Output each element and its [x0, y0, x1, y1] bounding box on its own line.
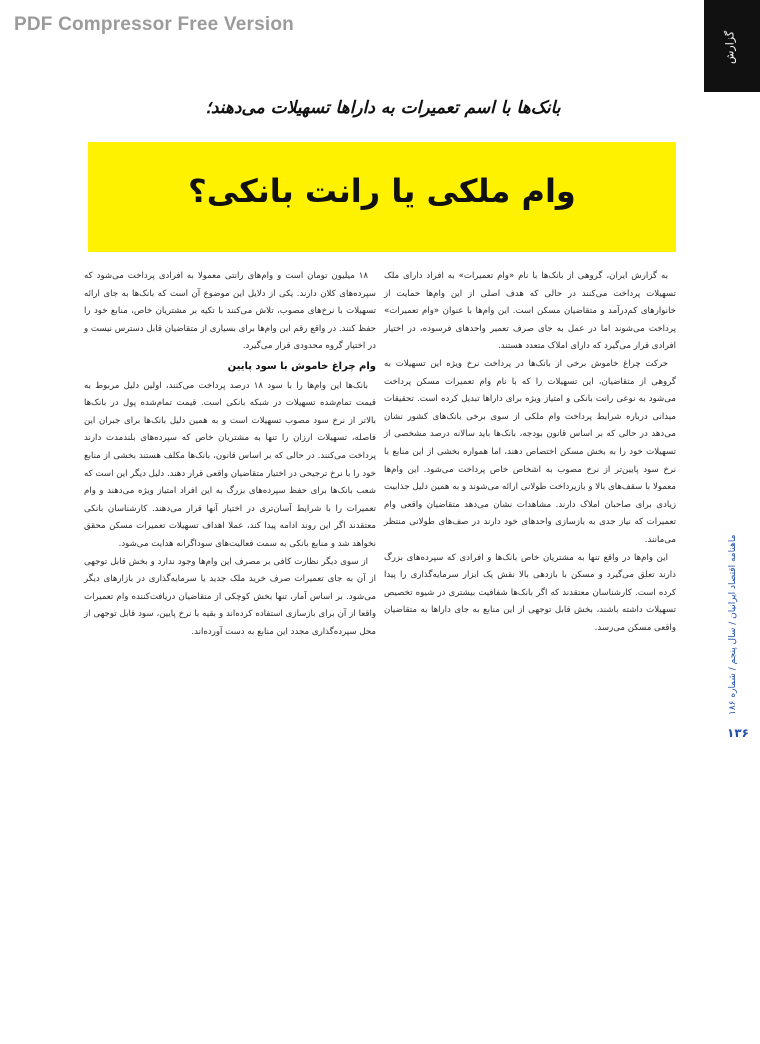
article-column-left: [84, 268, 376, 968]
main-headline: وام ملکی یا رانت بانکی؟: [188, 172, 576, 210]
paragraph: بانک‌ها این وام‌ها را با سود ۱۸ درصد پرداخت می‌کنند، اولین دلیل مربوط به قیمت تمام‌شده تسهیلات در شبکه بانکی است. قیمت تمام‌شده پول در بانک‌ها بالاتر از نرخ سود مصوب تسهیلات است و به همین دلیل بانک‌ها برای جبران این فاصله، تسهیلات ارزان را تنها به مشتریان خاص که سپرده‌های بلندمدت دارند پرداخت می‌کنند. در حالی که بر اساس قانون، بانک‌ها مکلف هستند بخشی از منابع خود را با نرخ ترجیحی در اختیار متقاضیان واقعی قرار دهند. دلیل دیگر این است که شعب بانک‌ها برای حفظ سپرده‌های بزرگ به این افراد امتیاز ویژه می‌دهند و وام تعمیرات را با شرایط آسان‌تری در اختیار آنها قرار می‌دهند. کارشناسان بانکی معتقدند اگر این روند ادامه پیدا کند، عملا اهداف تسهیلات تعمیرات مسکن محقق نخواهد شد و منابع بانکی به سمت فعالیت‌های سوداگرانه هدایت می‌شود.: [84, 380, 376, 549]
paragraph: از سوی دیگر نظارت کافی بر مصرف این وام‌ها وجود ندارد و بخش قابل توجهی از آن به جای تعمیرات صرف خرید ملک جدید یا سرمایه‌گذاری در بازارهای دیگر می‌شود. بر اساس آمار، تنها بخش کوچکی از متقاضیان دریافت‌کننده وام تعمیرات واقعا از آن برای بازسازی استفاده کرده‌اند و بقیه با نرخ پایین، سود قابل توجهی از محل سپرده‌گذاری مجدد این منابع به دست آورده‌اند.: [84, 556, 376, 637]
article-column-right: [384, 268, 676, 968]
section-subhead: وام چراغ خاموش با سود پایین: [227, 360, 376, 372]
page-number: ۱۳۶: [727, 726, 749, 740]
paragraph: این وام‌ها در واقع تنها به مشتریان خاص بانک‌ها و افرادی که سپرده‌های بزرگ دارند تعلق می‌گیرد و مسکن با بازدهی بالا نقش یک ابزار سرمایه‌گذاری را پیدا کرده است. کارشناسان معتقدند که اگر بانک‌ها شفافیت بیشتری در شیوه تخصیص تسهیلات داشته باشند، بخش قابل توجهی از این منابع به جای دارا‌ها به متقاضیان واقعی مسکن می‌رسد.: [384, 552, 676, 633]
paragraph: ۱۸ میلیون تومان است و وام‌های رانتی معمولا به افرادی پرداخت می‌شود که سپرده‌های کلان دارند. یکی از دلایل این موضوع آن است که بانک‌ها به جای ارائه تسهیلات با نرخ‌های مصوب، تلاش می‌کنند با تکیه بر مشتریان خاص، منابع خود را حفظ کنند. در واقع رقم این وام‌ها برای بسیاری از متقاضیان قابل دسترس نیست و در اختیار گروه محدودی قرار می‌گیرد.: [84, 271, 376, 352]
magazine-side-strip: [718, 505, 756, 715]
paragraph: به گزارش ایران، گروهی از بانک‌ها با نام «وام تعمیرات» به افراد دارای ملک تسهیلات پرداخت می‌کنند در حالی که هدف اصلی از این وام‌ها حمایت از خانوارهای کم‌درآمد و متقاضیان مسکن است. این وام‌ها با عنوان «وام تعمیرات» پرداخت می‌شوند اما در عمل به جای صرف تعمیر واحدهای فرسوده، در اختیار افرادی قرار می‌گیرد که دارای املاک متعدد هستند.: [384, 271, 676, 352]
headline-box: [88, 142, 676, 252]
magazine-issue-info: ماهنامه اقتصاد ایرانیان / سال پنجم / شماره ۱۸۶: [728, 534, 738, 715]
watermark-text: PDF Compressor Free Version: [14, 14, 294, 35]
section-tab-label: گزارش: [723, 30, 737, 64]
kicker-headline: بانک‌ها با اسم تعمیرات به دارا‌ها تسهیلات می‌دهند؛: [205, 98, 561, 118]
section-tab: [704, 0, 760, 92]
paragraph: حرکت چراغ خاموش برخی از بانک‌ها در پرداخت نرخ ویژه این تسهیلات به گروهی از متقاضیان، این تسهیلات را که با نام وام تعمیرات مسکن پرداخت می‌شود به نوعی رانت بانکی و امتیاز ویژه برای دارا‌ها تبدیل کرده است. تحقیقات میدانی درباره شرایط پرداخت وام ملکی از سوی برخی بانک‌های کشور نشان می‌دهد در حالی که بر اساس قانون بودجه، بانک‌ها باید سالانه درصد مشخصی از تسهیلات خود را به بخش مسکن اختصاص دهند، اما همواره بخشی از این منابع با نرخ سود پایین‌تر از نرخ مصوب به اشخاص خاص پرداخت می‌شود. این وام‌ها معمولا با سقف‌های بالا و بازپرداخت طولانی ارائه می‌شوند و به همین دلیل جذابیت زیادی برای صاحبان املاک دارند. مشاهدات نشان می‌دهد متقاضیان واقعی وام تعمیرات که نیاز جدی به بازسازی واحدهای خود دارند در صف‌های طولانی منتظر می‌مانند.: [384, 358, 676, 545]
